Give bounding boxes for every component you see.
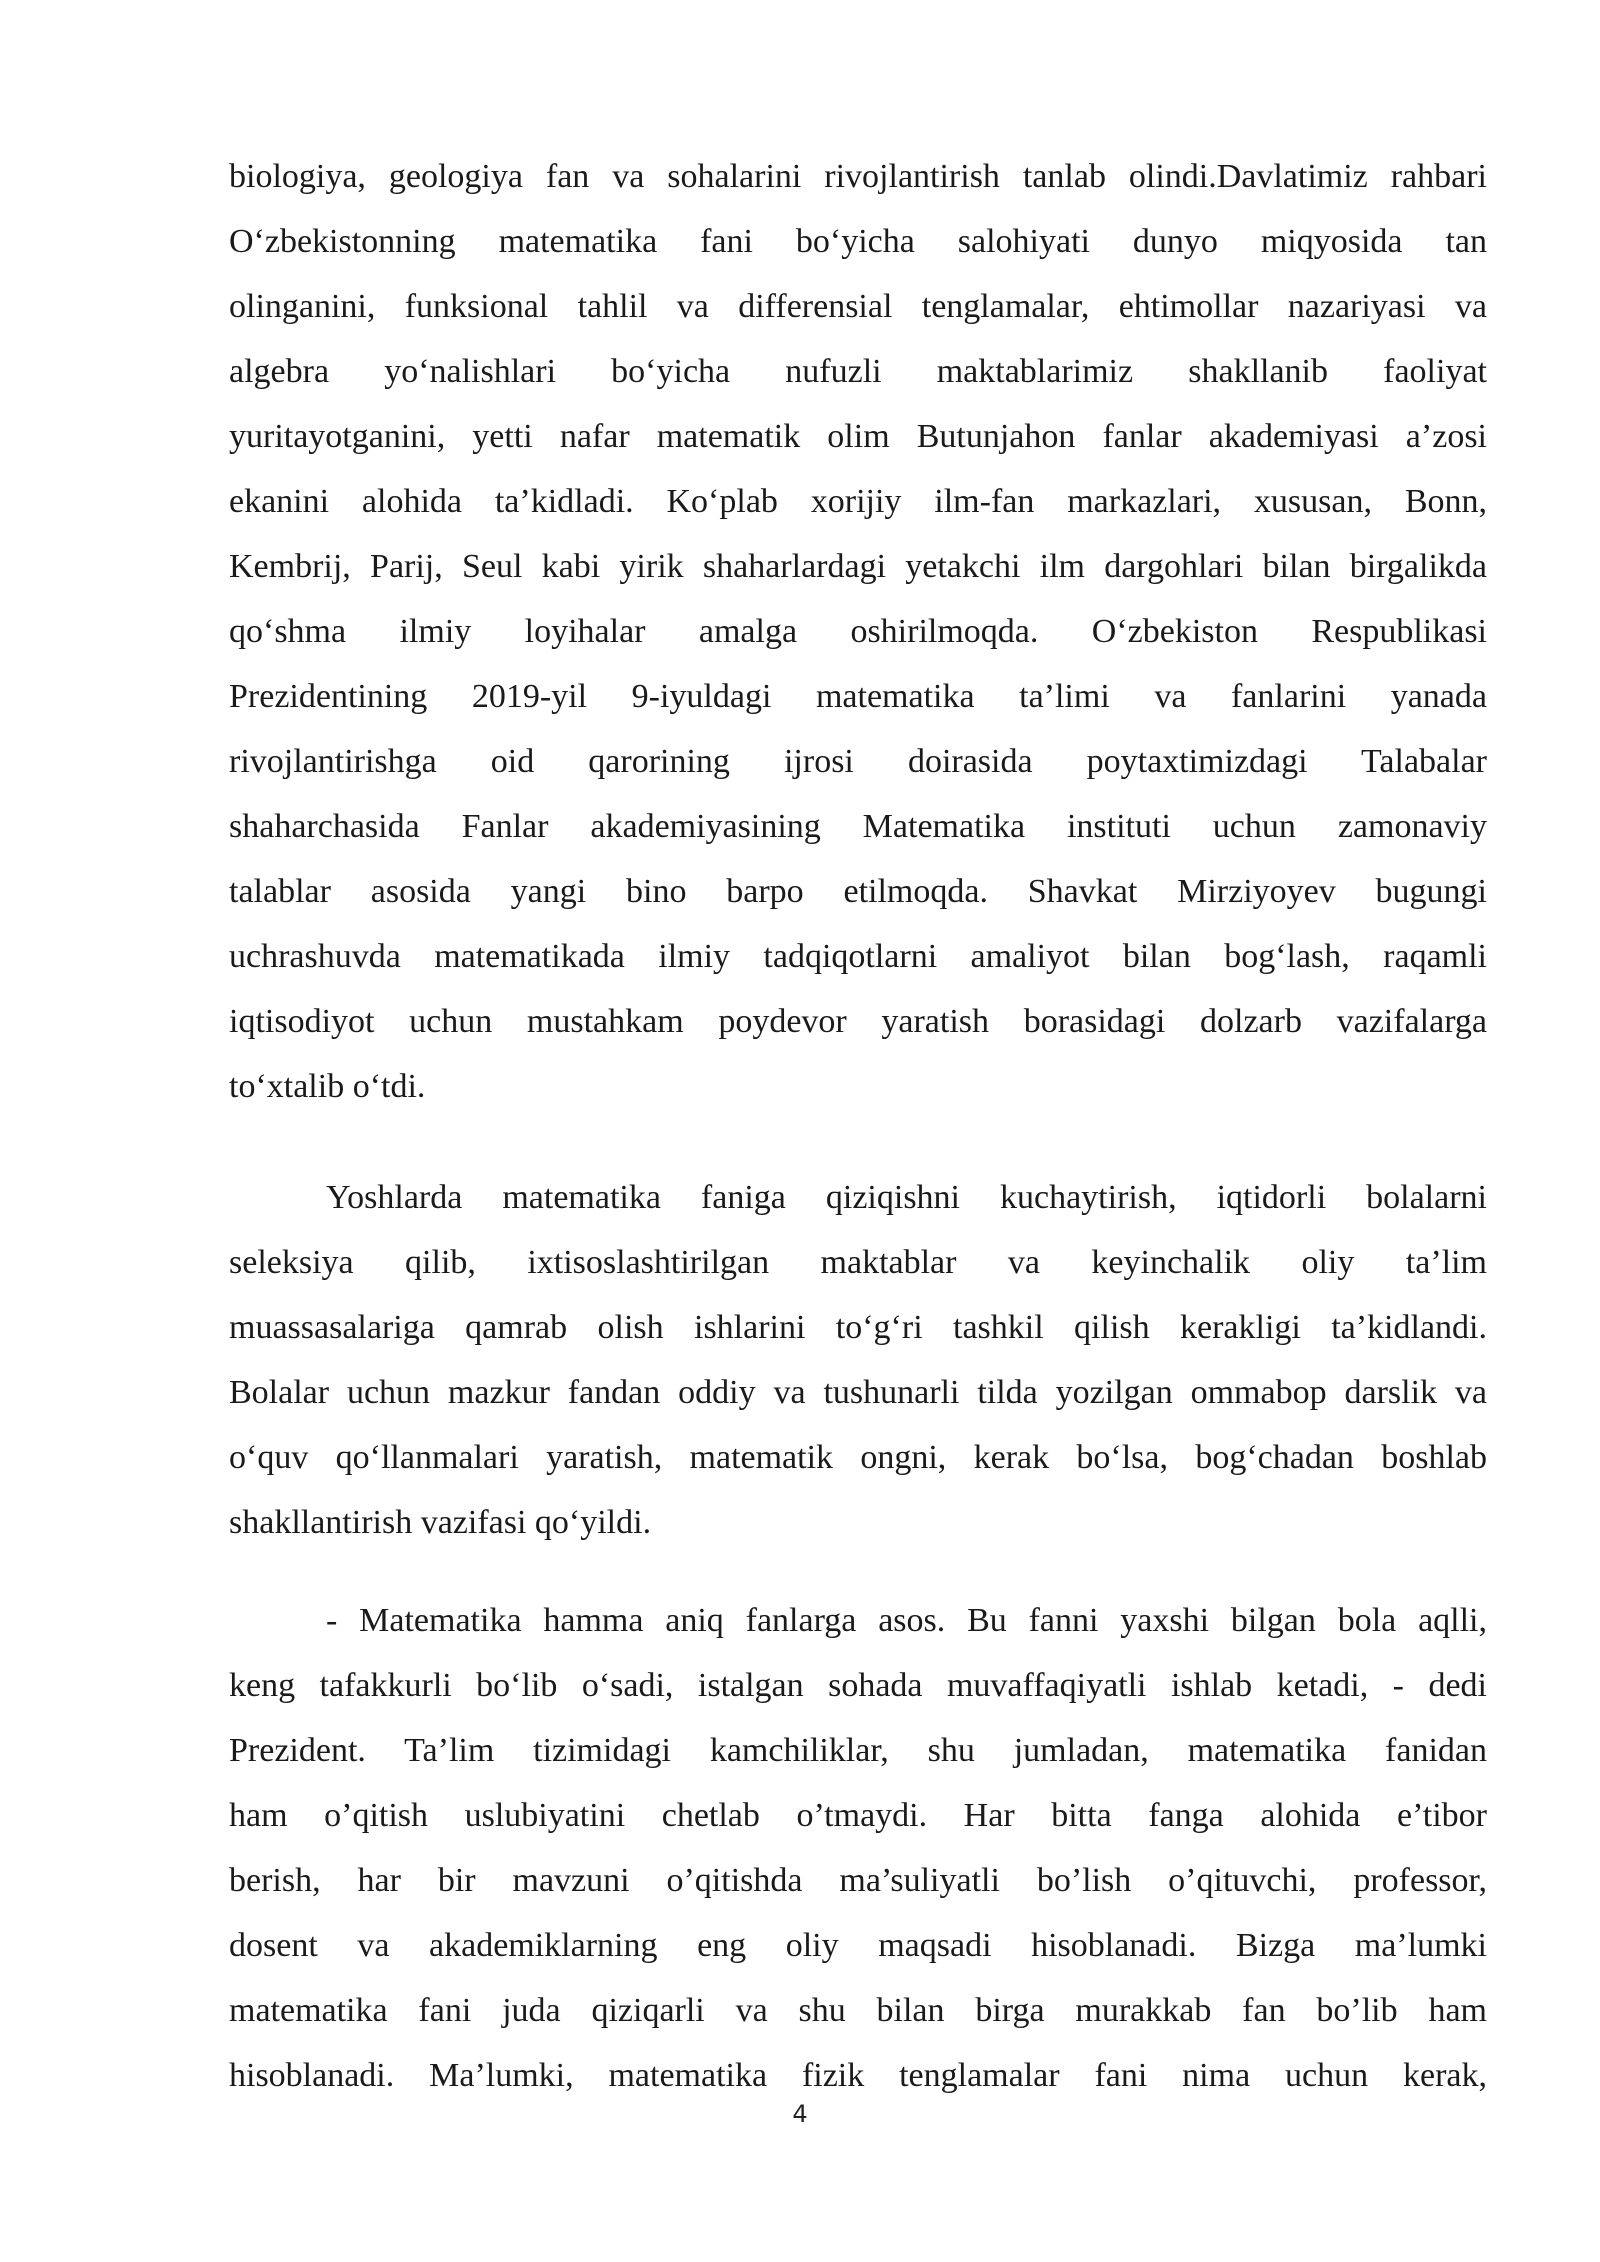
text-line: matematika fani juda qiziqarli va shu bilan birga murakkab fan bo’lib ham: [229, 1992, 1487, 2029]
text-line: biologiya, geologiya fan va sohalarini rivojlantirish tanlab olindi.Davlatimiz rahbari: [229, 158, 1487, 195]
text-line: seleksiya qilib, ixtisoslashtirilgan maktablar va keyinchalik oliy ta’lim: [229, 1244, 1487, 1281]
text-line: shaharchasida Fanlar akademiyasining Matematika instituti uchun zamonaviy: [229, 808, 1487, 845]
text-line: yuritayotganini, yetti nafar matematik olim Butunjahon fanlar akademiyasi a’zosi: [229, 418, 1487, 455]
text-line: Kembrij, Parij, Seul kabi yirik shaharlardagi yetakchi ilm dargohlari bilan birgalikda: [229, 548, 1487, 585]
text-line: rivojlantirishga oid qarorining ijrosi doirasida poytaxtimizdagi Talabalar: [229, 743, 1487, 780]
text-line: ham o’qitish uslubiyatini chetlab o’tmaydi. Har bitta fanga alohida e’tibor: [229, 1797, 1487, 1834]
text-line: iqtisodiyot uchun mustahkam poydevor yaratish borasidagi dolzarb vazifalarga: [229, 1003, 1487, 1040]
text-line: shakllantirish vazifasi qo‘yildi.: [229, 1504, 652, 1541]
text-line: qo‘shma ilmiy loyihalar amalga oshirilmoqda. O‘zbekiston Respublikasi: [229, 613, 1487, 650]
text-line: talablar asosida yangi bino barpo etilmoqda. Shavkat Mirziyoyev bugungi: [229, 873, 1487, 910]
paragraph-1: [229, 144, 1487, 1119]
text-line: ekanini alohida ta’kidladi. Ko‘plab xorijiy ilm-fan markazlari, xususan, Bonn,: [229, 483, 1487, 520]
text-line: olinganini, funksional tahlil va differensial tenglamalar, ehtimollar nazariyasi va: [229, 288, 1487, 325]
paragraph-3: [229, 1588, 1487, 2108]
text-line: uchrashuvda matematikada ilmiy tadqiqotlarni amaliyot bilan bog‘lash, raqamli: [229, 938, 1487, 975]
text-line: Prezident. Ta’lim tizimidagi kamchiliklar, shu jumladan, matematika fanidan: [229, 1732, 1487, 1769]
page-number: 4: [792, 2100, 808, 2128]
text-line: Bolalar uchun mazkur fandan oddiy va tushunarli tilda yozilgan ommabop darslik va: [229, 1374, 1487, 1411]
text-line: algebra yo‘nalishlari bo‘yicha nufuzli maktablarimiz shakllanib faoliyat: [229, 353, 1487, 390]
text-line: muassasalariga qamrab olish ishlarini to‘g‘ri tashkil qilish kerakligi ta’kidlandi.: [229, 1309, 1487, 1346]
text-line: keng tafakkurli bo‘lib o‘sadi, istalgan sohada muvaffaqiyatli ishlab ketadi, - dedi: [229, 1667, 1487, 1704]
text-line: berish, har bir mavzuni o’qitishda ma’suliyatli bo’lish o’qituvchi, professor,: [229, 1862, 1487, 1899]
paragraph-2: [229, 1165, 1487, 1555]
text-line: to‘xtalib o‘tdi.: [229, 1068, 426, 1105]
text-line: hisoblanadi. Ma’lumki, matematika fizik tenglamalar fani nima uchun kerak,: [229, 2057, 1487, 2094]
text-line: Yoshlarda matematika faniga qiziqishni kuchaytirish, iqtidorli bolalarni: [326, 1179, 1487, 1216]
text-line: O‘zbekistonning matematika fani bo‘yicha salohiyati dunyo miqyosida tan: [229, 223, 1487, 260]
text-line: Prezidentining 2019-yil 9-iyuldagi matematika ta’limi va fanlarini yanada: [229, 678, 1487, 715]
text-line: - Matematika hamma aniq fanlarga asos. Bu fanni yaxshi bilgan bola aqlli,: [326, 1602, 1487, 1639]
text-line: o‘quv qo‘llanmalari yaratish, matematik ongni, kerak bo‘lsa, bog‘chadan boshlab: [229, 1439, 1487, 1476]
text-line: dosent va akademiklarning eng oliy maqsadi hisoblanadi. Bizga ma’lumki: [229, 1927, 1487, 1964]
